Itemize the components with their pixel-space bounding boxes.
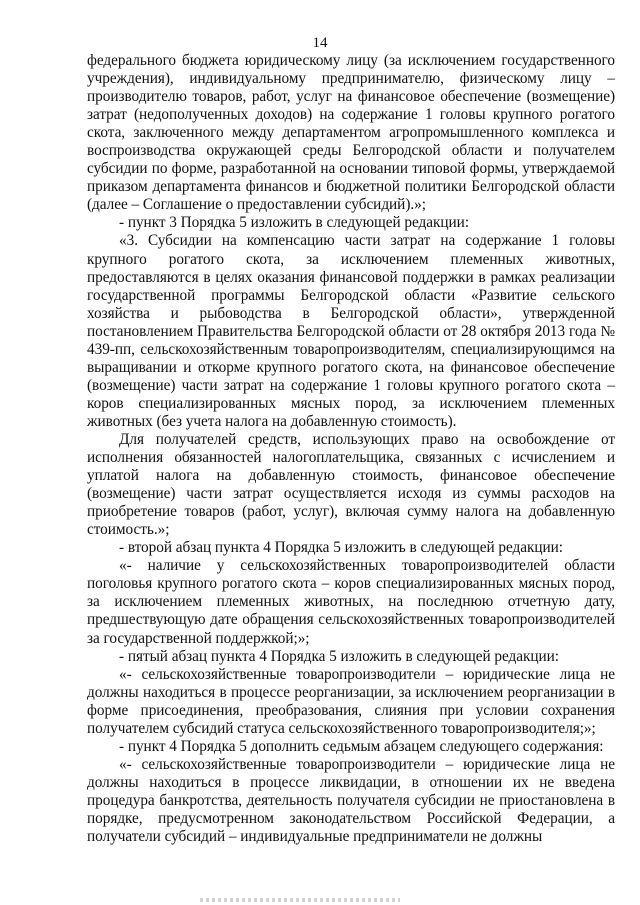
document-body [87, 52, 615, 846]
scan-artifact [200, 898, 400, 902]
paragraph-instruction-seventh-abzac: - пункт 4 Порядка 5 дополнить седьмым абзацем следующего содержания: [119, 737, 604, 755]
paragraph-point-3-text: «3. Субсидии на компенсацию части затрат на содержание 1 головы крупного рогатого скота, за исключением племенных животных, предоставляются в целях оказания финансовой поддержки в рамках реализации государственной программы Белгородской области «Развитие сельского хозяйства и рыбоводства в Белгородской области», утвержденной постановлением Правительства Белгородской области от 28 октября 2013 года № 439-пп, сельскохозяйственным товаропроизводителям, специализирующимся на выращивании и откорме крупного рогатого скота, на финансовое обеспечение (возмещение) части затрат на содержание 1 головы крупного рогатого скота – коров специализированных мясных пород, за исключением племенных животных (без учета налога на добавленную стоимость). [87, 232, 615, 430]
paragraph-vat-exemption: Для получателей средств, использующих право на освобождение от исполнения обязанностей налогоплательщика, связанных с исчислением и уплатой налога на добавленную стоимость, финансовое обеспечение (возмещение) части затрат осуществляется исходя из суммы расходов на приобретение товаров (работ, услуг), включая сумму налога на добавленную стоимость.»; [87, 430, 615, 539]
paragraph-livestock-condition: «- наличие у сельскохозяйственных товаропроизводителей области поголовья крупного рогатого скота – коров специализированных мясных пород, за исключением племенных животных, на последнюю отчетную дату, предшествующую дате обращения сельскохозяйственных товаропроизводителей за государственной поддержкой;»; [87, 557, 615, 647]
paragraph-instruction-second-abzac: - второй абзац пункта 4 Порядка 5 изложить в следующей редакции: [119, 539, 563, 557]
paragraph-instruction-fifth-abzac: - пятый абзац пункта 4 Порядка 5 изложить в следующей редакции: [119, 647, 559, 665]
paragraph-continuation: федерального бюджета юридическому лицу (за исключением государственного учреждения), индивидуальному предпринимателю, физическому лицу – производителю товаров, работ, услуг на финансовое обеспечение (возмещение) затрат (недополученных доходов) на содержание 1 головы крупного рогатого скота, заключенного между департаментом агропромышленного комплекса и воспроизводства окружающей среды Белгородской области и получателем субсидии по форме, разработанной на основании типовой формы, утверждаемой приказом департамента финансов и бюджетной политики Белгородской области (далее – Соглашение о предоставлении субсидий).»; [87, 52, 615, 214]
paragraph-liquidation-condition: «- сельскохозяйственные товаропроизводители – юридические лица не должны находиться в процессе ликвидации, в отношении их не введена процедура банкротства, деятельность получателя субсидии не приостановлена в порядке, предусмотренном законодательством Российской Федерации, а получатели субсидий – индивидуальные предприниматели не должны [87, 755, 615, 846]
paragraph-reorganization-condition: «- сельскохозяйственные товаропроизводители – юридические лица не должны находиться в процессе реорганизации, за исключением реорганизации в форме присоединения, преобразования, слияния при условии сохранения получателем субсидий статуса сельскохозяйственного товаропроизводителя;»; [87, 665, 615, 737]
paragraph-instruction-point-3: - пункт 3 Порядка 5 изложить в следующей редакции: [119, 214, 470, 232]
page-number: 14 [312, 35, 328, 51]
